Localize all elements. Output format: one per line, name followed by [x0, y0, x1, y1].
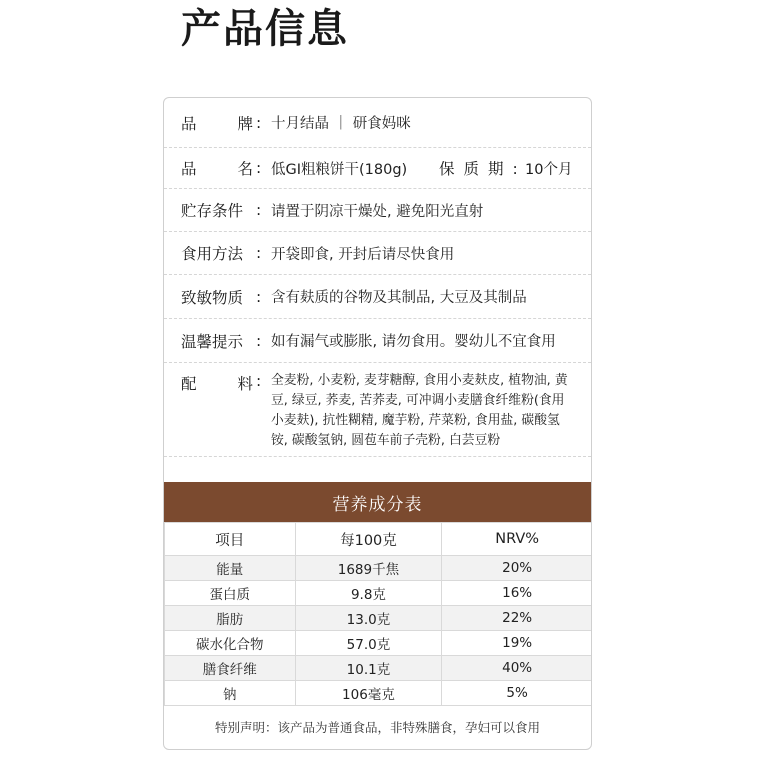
nutrient-amount: 1689千焦 — [295, 556, 442, 581]
table-row — [165, 681, 593, 706]
nutrient-name: 蛋白质 — [165, 581, 296, 606]
usage-value: 开袋即食, 开封后请尽快食用 — [271, 246, 455, 263]
nutrient-name: 能量 — [165, 556, 296, 581]
table-row — [165, 631, 593, 656]
page-title: 产品信息 — [181, 6, 349, 52]
nutrient-amount: 106毫克 — [295, 681, 442, 706]
usage-label: 食用方法 — [181, 245, 244, 263]
nutrient-nrv: 16% — [442, 581, 592, 606]
name-label-char-2: 名 — [237, 160, 253, 178]
nutrient-name: 碳水化合物 — [165, 631, 296, 656]
info-row-name: 品 名 : 低GI粗粮饼干(180g) 保质期: 10个月 — [164, 148, 591, 189]
storage-value: 请置于阴凉干燥处, 避免阳光直射 — [271, 203, 484, 220]
nutrient-nrv: 22% — [442, 606, 592, 631]
nutrient-nrv: 20% — [442, 556, 592, 581]
nutrient-nrv: 19% — [442, 631, 592, 656]
info-row-storage: 贮存条件 : 请置于阴凉干燥处, 避免阳光直射 — [164, 189, 591, 232]
shelf-life-value: 10个月 — [525, 161, 573, 178]
nutrient-name: 膳食纤维 — [165, 656, 296, 681]
ingredients-label-char-2: 料 — [237, 375, 253, 393]
allergen-label: 致敏物质 — [181, 288, 244, 307]
table-row — [165, 581, 593, 606]
nutrient-nrv: 5% — [442, 681, 592, 706]
nutrient-amount: 9.8克 — [295, 581, 442, 606]
ingredients-label-char-1: 配 — [181, 375, 197, 393]
info-row-tips: 温馨提示 : 如有漏气或膨胀, 请勿食用。婴幼儿不宜食用 — [164, 319, 591, 363]
nutrient-amount: 13.0克 — [295, 606, 442, 631]
table-row — [165, 606, 593, 631]
brand-label-char-2: 牌 — [237, 114, 253, 133]
nutrient-amount: 10.1克 — [295, 656, 442, 681]
nutrition-title: 营养成分表 — [164, 482, 591, 522]
tips-label: 温馨提示 — [181, 332, 244, 351]
product-info-card — [163, 97, 592, 750]
nutrient-name: 钠 — [165, 681, 296, 706]
nutrition-header-row — [165, 523, 593, 556]
name-label-char-1: 品 — [181, 160, 197, 178]
info-row-usage: 食用方法 : 开袋即食, 开封后请尽快食用 — [164, 232, 591, 275]
ingredients-value: 全麦粉, 小麦粉, 麦芽糖醇, 食用小麦麸皮, 植物油, 黄豆, 绿豆, 荞麦, 苦荞麦, 可冲调小麦膳食纤维粉(食用小麦麸), 抗性糊精, 魔芋粉, 芹菜粉, 食用盐, 碳酸氢铵, 碳酸氢钠, 圆苞车前子壳粉, 白芸豆粉 — [271, 373, 568, 448]
name-label — [181, 157, 253, 179]
shelf-life-label-text: 保质期 — [439, 160, 513, 178]
info-row-allergen: 致敏物质 : 含有麸质的谷物及其制品, 大豆及其制品 — [164, 275, 591, 319]
brand-value: 十月结晶 ｜ 研食妈咪 — [271, 116, 411, 132]
table-row — [165, 556, 593, 581]
info-row-brand: 品 牌 : 十月结晶 ｜ 研食妈咪 — [164, 98, 591, 148]
storage-label: 贮存条件 — [181, 202, 244, 220]
brand-label — [181, 112, 253, 134]
nutrient-name: 脂肪 — [165, 606, 296, 631]
nutrition-col-per100g: 每100克 — [295, 523, 442, 556]
nutrition-col-item: 项目 — [165, 523, 296, 556]
nutrition-col-nrv: NRV% — [442, 523, 592, 556]
nutrition-table — [164, 522, 592, 706]
special-statement: 特别声明：该产品为普通食品，非特殊膳食，孕妇可以食用 — [214, 720, 540, 735]
brand-label-char-1: 品 — [181, 114, 197, 133]
nutrient-nrv: 40% — [442, 656, 592, 681]
ingredients-label — [181, 372, 253, 394]
info-row-ingredients: 配 料 : 全麦粉, 小麦粉, 麦芽糖醇, 食用小麦麸皮, 植物油, 黄豆, 绿豆, 荞麦, 苦荞麦, 可冲调小麦膳食纤维粉(食用小麦麸), 抗性糊精, 魔芋粉, 芹菜粉, 食用盐, 碳酸氢铵, 碳酸氢钠, 圆苞车前子壳粉, 白芸豆粉 — [164, 363, 591, 457]
nutrient-amount: 57.0克 — [295, 631, 442, 656]
shelf-life-label: 保质期: — [439, 160, 518, 178]
tips-value: 如有漏气或膨胀, 请勿食用。婴幼儿不宜食用 — [271, 334, 556, 350]
table-row — [165, 656, 593, 681]
name-value: 低GI粗粮饼干(180g) — [271, 161, 408, 178]
allergen-value: 含有麸质的谷物及其制品, 大豆及其制品 — [271, 290, 527, 306]
